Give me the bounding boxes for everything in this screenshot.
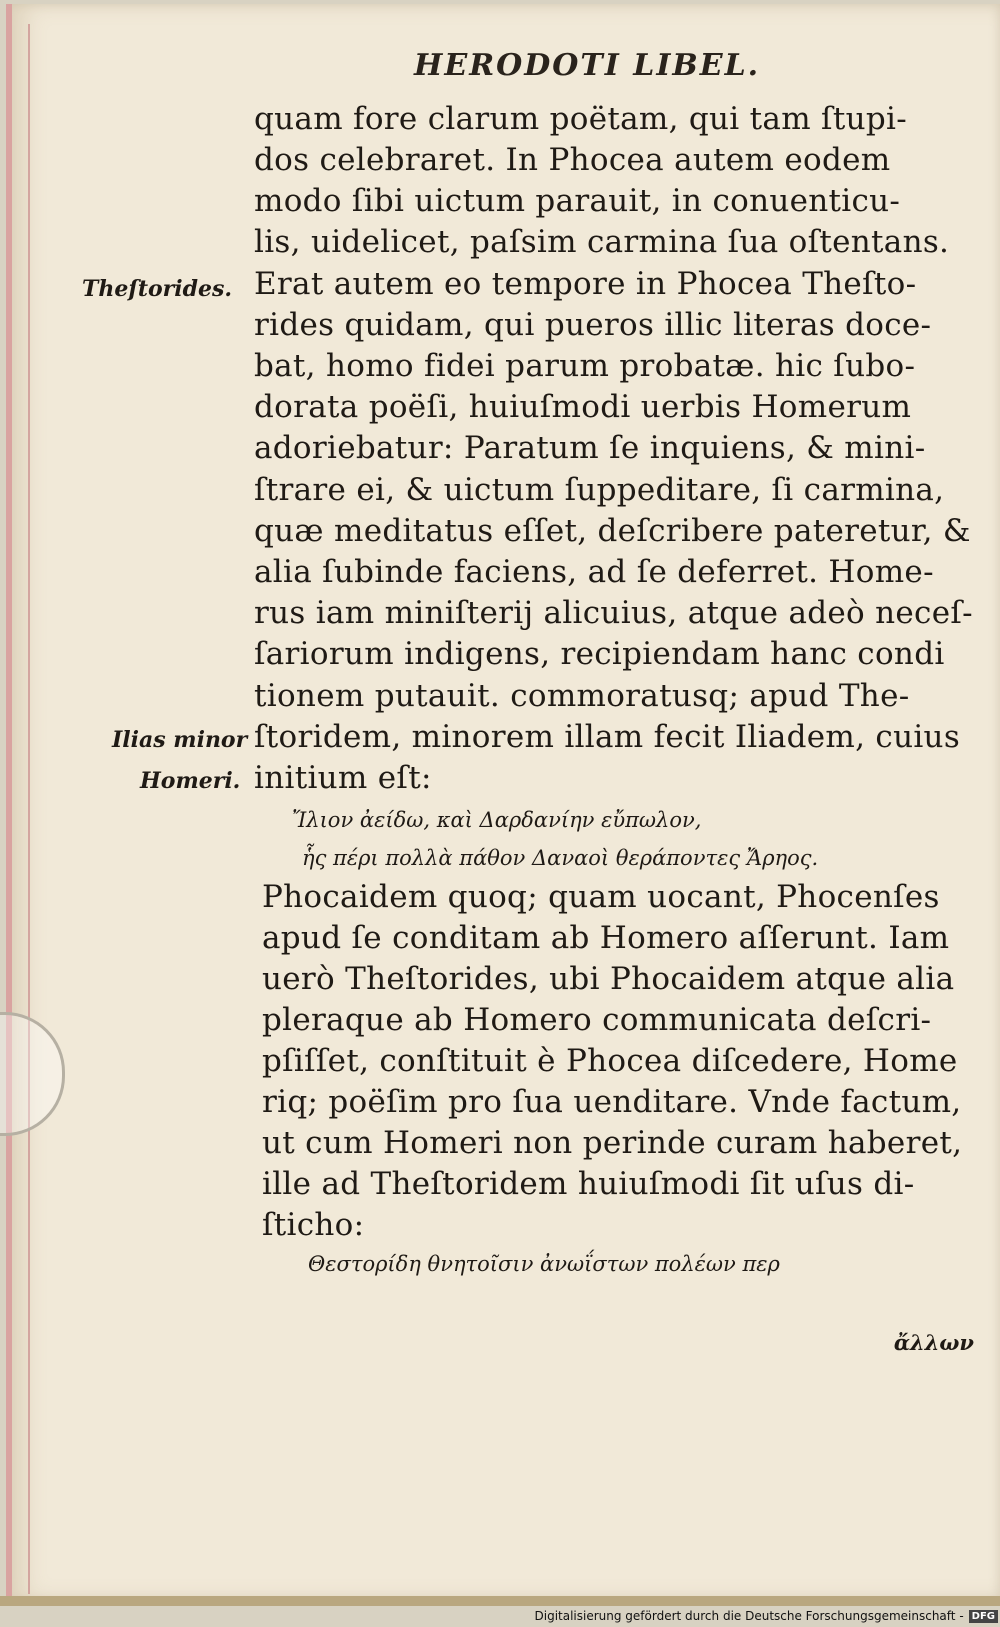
text-line: initium eſt: — [254, 760, 432, 796]
text-line: ſariorum indigens, recipiendam hanc condi — [254, 636, 945, 672]
margin-note-homeri: Homeri. — [140, 768, 241, 794]
text-line: ſtrare ei, & uictum ſuppeditare, ſi carmina, — [254, 472, 945, 508]
book-bottom-edge — [0, 1596, 1000, 1606]
dfg-logo: DFG — [969, 1610, 998, 1623]
text-line: Erat autem eo tempore in Phocea Theſto- — [254, 266, 917, 302]
greek-verse-line: ἧς πέρι πολλὰ πάθον Δαναοὶ θεράποντες Ἄρηος. — [302, 846, 819, 870]
text-line: pſiſſet, conſtituit è Phocea diſcedere, Home — [262, 1043, 958, 1079]
margin-note-thestorides: Theſtorides. — [82, 276, 233, 302]
text-line: dorata poëſi, huiuſmodi uerbis Homerum — [254, 389, 912, 425]
text-line: dos celebraret. In Phocea autem eodem — [254, 142, 891, 178]
text-line: rus iam miniſterij alicuius, atque adeò neceſ- — [254, 595, 973, 631]
text-line: bat, homo fidei parum probatæ. hic ſubo- — [254, 348, 916, 384]
catchword: ἄλλων — [893, 1330, 974, 1355]
text-line: Phocaidem quoq; quam uocant, Phocenſes — [262, 879, 940, 915]
text-line: lis, uidelicet, paſsim carmina ſua oſtentans. — [254, 224, 950, 260]
text-line: ut cum Homeri non perinde curam haberet, — [262, 1125, 963, 1161]
footer-text: Digitalisierung gefördert durch die Deutsche Forschungsgemeinschaft - — [534, 1609, 964, 1623]
running-head: HERODOTI LIBEL. — [414, 48, 761, 83]
text-line: modo ſibi uictum parauit, in conuenticu- — [254, 183, 901, 219]
text-line: adoriebatur: Paratum ſe inquiens, & mini- — [254, 430, 926, 466]
text-line: rides quidam, qui pueros illic literas doce- — [254, 307, 932, 343]
page-edge-rule — [28, 24, 30, 1594]
text-line: alia ſubinde faciens, ad ſe deferret. Home- — [254, 554, 934, 590]
text-line: pleraque ab Homero communicata deſcri- — [262, 1002, 932, 1038]
text-line: quam fore clarum poëtam, qui tam ſtupi- — [254, 101, 907, 137]
text-line: riq; poëſim pro ſua uenditare. Vnde factum, — [262, 1084, 962, 1120]
digitization-footer — [535, 1607, 999, 1625]
text-line: ſticho: — [262, 1207, 365, 1243]
text-line: ſtoridem, minorem illam fecit Iliadem, cuius — [254, 719, 961, 755]
text-line: apud ſe conditam ab Homero aſſerunt. Iam — [262, 920, 950, 956]
text-line: quæ meditatus eſſet, deſcribere pateretur, & — [254, 513, 971, 549]
text-line: ille ad Theſtoridem huiuſmodi ſit uſus di- — [262, 1166, 915, 1202]
book-page — [6, 4, 1000, 1600]
text-line: uerò Theſtorides, ubi Phocaidem atque alia — [262, 961, 955, 997]
margin-note-ilias-minor: Ilias minor — [112, 727, 248, 753]
greek-verse-line: Θεστορίδη θνητοῖσιν ἀνωΐστων πολέων περ — [308, 1252, 780, 1276]
text-line: tionem putauit. commoratusq; apud The- — [254, 678, 910, 714]
greek-verse-line: Ἴλιον ἀείδω, καὶ Δαρδανίην εὔπωλον, — [292, 808, 702, 832]
